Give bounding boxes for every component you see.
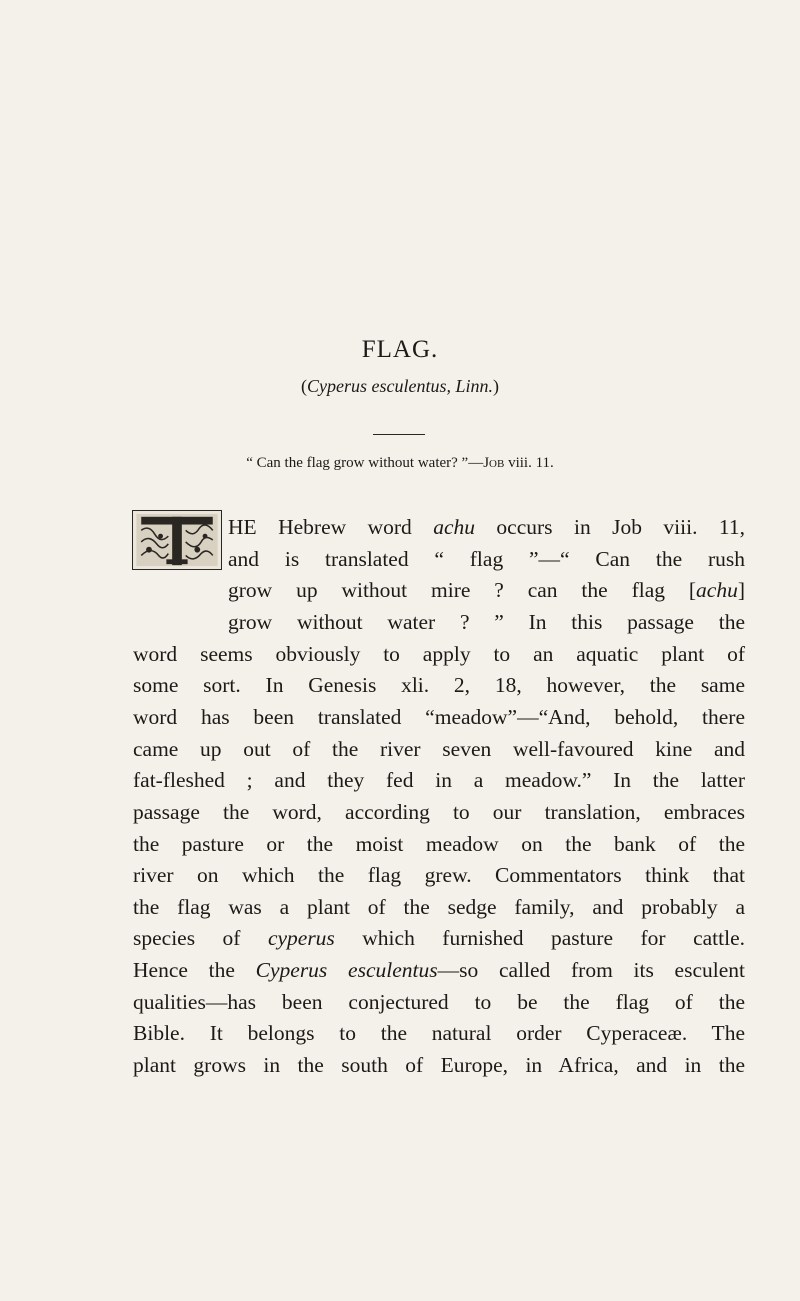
body-line	[133, 670, 745, 700]
text-run: Bible. It belongs to the natural order Cyperaceæ. The	[133, 1021, 745, 1046]
text-run: Hence the	[133, 958, 256, 983]
body-line	[133, 829, 745, 859]
text-run: the flag was a plant of the sedge family, and probably a	[133, 894, 745, 919]
text-run: grow without water ? ” In this passage the	[228, 609, 745, 634]
text-run: fat-fleshed ; and they fed in a meadow.” In the latter	[133, 768, 745, 793]
text-run: came up out of the river seven well-favoured kine and	[133, 736, 745, 761]
body-line	[228, 607, 745, 637]
body-line	[133, 765, 745, 795]
body-line	[133, 892, 745, 922]
text-run: —so called from its esculent	[437, 958, 746, 983]
text-run: qualities—has been conjectured to be the flag of the	[133, 989, 745, 1014]
body-line	[133, 734, 745, 764]
text-run: occurs in Job viii. 11,	[475, 515, 745, 539]
ornamental-initial-icon	[133, 511, 221, 569]
italic-term: achu	[696, 578, 738, 603]
body-line	[133, 860, 745, 890]
body-line	[133, 955, 745, 985]
botanical-subtitle	[0, 376, 800, 397]
body-line	[133, 639, 745, 669]
divider-rule	[373, 434, 425, 435]
decorated-initial-t	[132, 510, 222, 570]
body-line	[133, 797, 745, 827]
subtitle-open-paren: (	[301, 376, 307, 396]
body-line	[133, 702, 745, 732]
italic-term: achu	[433, 515, 475, 539]
text-run: river on which the flag grew. Commentators think that	[133, 863, 745, 888]
subtitle-close-paren: )	[493, 376, 499, 396]
text-run: plant grows in the south of Europe, in Africa, and in the	[133, 1053, 745, 1078]
italic-term: Cyperus esculentus	[255, 958, 438, 983]
text-run: passage the word, according to our translation, embraces	[133, 799, 745, 824]
text-run: species of	[133, 926, 268, 951]
text-run: grow up without mire ? can the flag [	[228, 578, 697, 603]
body-line	[228, 575, 745, 605]
text-run: HE Hebrew word	[228, 515, 434, 539]
text-run: word seems obviously to apply to an aquatic plant of	[133, 641, 745, 666]
epigraph-verse: viii. 11.	[504, 455, 554, 471]
text-run: which furnished pasture for cattle.	[334, 926, 745, 951]
epigraph-reference: Job	[483, 455, 505, 471]
body-line	[228, 512, 745, 542]
body-line	[133, 1018, 745, 1048]
text-run: some sort. In Genesis xli. 2, 18, however, the same	[133, 673, 745, 698]
body-line	[133, 1050, 745, 1080]
body-line	[133, 987, 745, 1017]
italic-term: cyperus	[267, 926, 335, 951]
body-line	[228, 544, 745, 574]
text-run: the pasture or the moist meadow on the bank of the	[133, 831, 745, 856]
text-run: word has been translated “meadow”—“And, behold, there	[133, 704, 745, 729]
epigraph-quote: “ Can the flag grow without water? ”—	[246, 455, 484, 471]
body-line	[133, 923, 745, 953]
botanical-name: Cyperus esculentus, Linn.	[307, 376, 493, 396]
epigraph	[0, 455, 800, 472]
page-title: FLAG.	[361, 336, 439, 363]
text-run: and is translated “ flag ”—“ Can the rush	[228, 546, 745, 571]
text-run: ]	[737, 578, 745, 603]
